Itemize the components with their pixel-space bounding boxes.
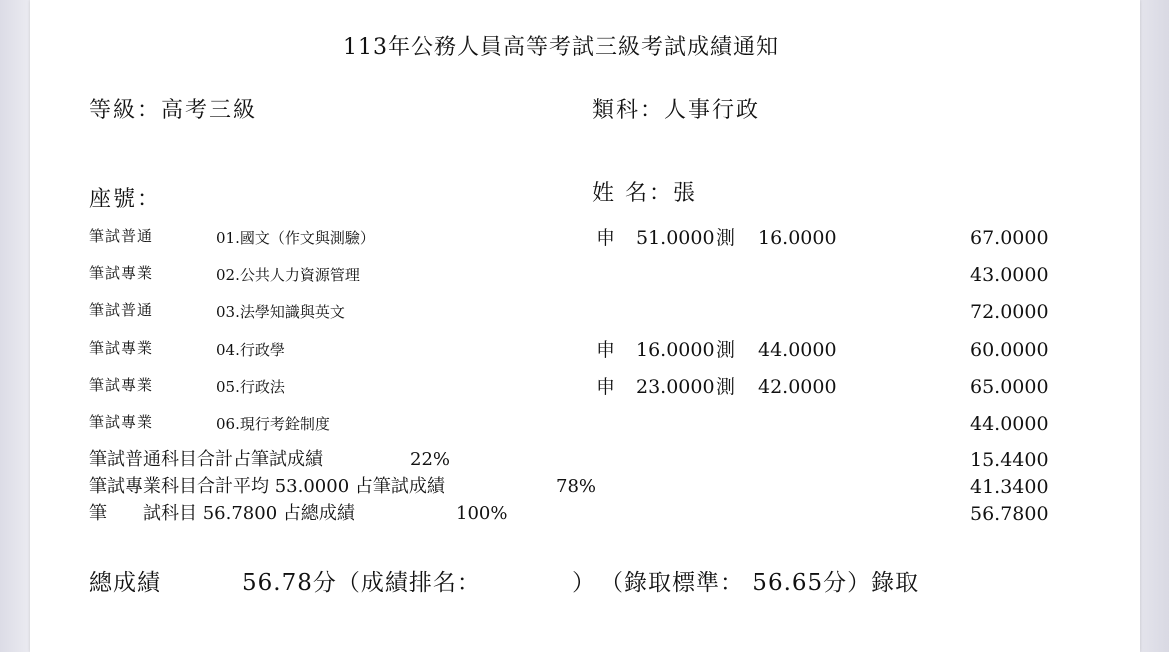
candidate-name: 姓 名：張 — [592, 181, 697, 206]
document-title: 113年公務人員高等考試三級考試成績通知 — [343, 35, 779, 60]
total-score-label: 總成績 — [89, 570, 161, 596]
redacted-rank — [558, 570, 572, 596]
seat-number-label: 座號： — [89, 187, 162, 212]
test-score: 42.0000 — [758, 376, 837, 398]
total-score-value: 56.78分（成績排名： — [242, 570, 481, 596]
summary-label: 筆試專業科目合計平均 53.0000 占筆試成績 — [89, 476, 445, 497]
essay-label: 申 — [596, 227, 616, 249]
exam-category: 類科：人事行政 — [592, 98, 761, 123]
viewer-margin-right — [1140, 0, 1169, 652]
exam-level: 等級：高考三級 — [89, 98, 258, 123]
test-label: 測 — [716, 227, 736, 249]
test-score: 16.0000 — [758, 227, 837, 249]
summary-percent: 22% — [410, 449, 451, 470]
admission-standard: （錄取標準： 56.65分）錄取 — [600, 570, 920, 596]
test-score: 44.0000 — [758, 339, 837, 361]
summary-score: 41.3400 — [970, 476, 1049, 498]
subject-name: 01.國文（作文與測驗） — [216, 229, 375, 247]
subject-name: 05.行政法 — [216, 378, 285, 396]
summary-percent: 78% — [556, 476, 597, 497]
subject-score: 60.0000 — [970, 339, 1049, 361]
subject-type: 筆試普通 — [89, 227, 154, 245]
subject-name: 06.現行考銓制度 — [216, 415, 330, 433]
essay-label: 申 — [596, 339, 616, 361]
subject-name: 03.法學知識與英文 — [216, 303, 345, 321]
score-notice-page — [30, 0, 1140, 652]
subject-score: 43.0000 — [970, 264, 1049, 286]
essay-score: 51.0000 — [636, 227, 715, 249]
summary-label: 筆 試科目 56.7800 占總成績 — [89, 503, 355, 524]
subject-score: 67.0000 — [970, 227, 1049, 249]
test-label: 測 — [716, 376, 736, 398]
summary-percent: 100% — [456, 503, 508, 524]
subject-score: 44.0000 — [970, 413, 1049, 435]
subject-name: 02.公共人力資源管理 — [216, 266, 360, 284]
subject-type: 筆試普通 — [89, 301, 154, 319]
summary-score: 56.7800 — [970, 503, 1049, 525]
subject-score: 65.0000 — [970, 376, 1049, 398]
subject-type: 筆試專業 — [89, 413, 154, 431]
essay-score: 16.0000 — [636, 339, 715, 361]
test-label: 測 — [716, 339, 736, 361]
summary-score: 15.4400 — [970, 449, 1049, 471]
rank-close-paren: ） — [572, 570, 596, 596]
subject-type: 筆試專業 — [89, 376, 154, 394]
essay-score: 23.0000 — [636, 376, 715, 398]
subject-type: 筆試專業 — [89, 339, 154, 357]
viewer-margin-left — [0, 0, 30, 652]
subject-type: 筆試專業 — [89, 264, 154, 282]
summary-label: 筆試普通科目合計占筆試成績 — [89, 449, 323, 470]
subject-name: 04.行政學 — [216, 341, 285, 359]
subject-score: 72.0000 — [970, 301, 1049, 323]
essay-label: 申 — [596, 376, 616, 398]
